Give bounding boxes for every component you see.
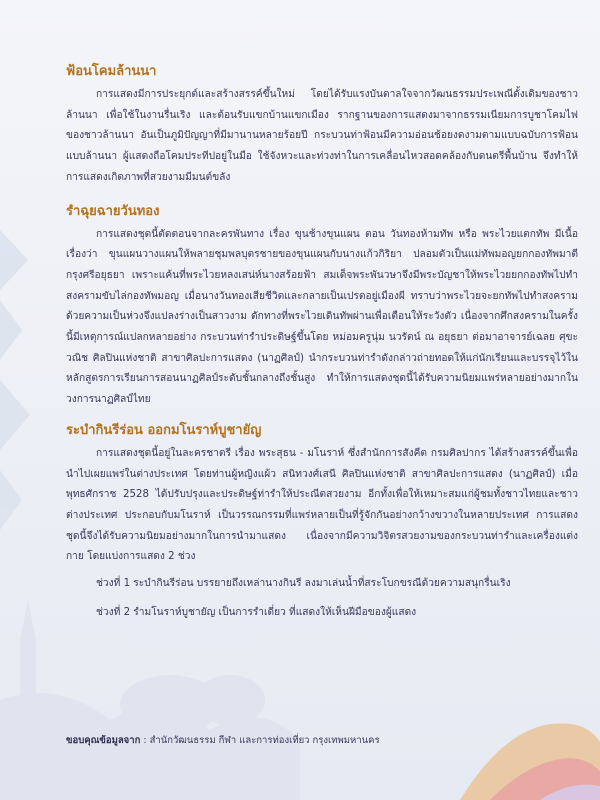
section-body-fon-khom: การแสดงมีการประยุกต์และสร้างสรรค์ขึ้นใหม่ โดยได้รับแรงบันดาลใจจากวัฒนธรรมประเพณีดั้งเดิมของชาวล้านนา เพื่อใช้ในงานรื่นเริง และต้อนรับแขกบ้านแขกเมือง รากฐานของการแสดงมาจากธรรมเนียมการบูชาโคมไฟของชาวล้านนา อันเป็นภูมิปัญญาที่มีมานานหลายร้อยปี กระบวนท่าฟ้อนมีความอ่อนช้อยงดงามตามแบบฉบับการฟ้อนแบบล้านนา ผู้แสดงถือโคมประทีปอยู่ในมือ ใช้จังหวะและท่วงท่าในการเคลื่อนไหวสอดคล้องกับดนตรีพื้นบ้าน จึงทำให้การแสดงเกิดภาพที่สวยงามมีมนต์ขลัง: [66, 89, 578, 183]
credit-source: : สำนักวัฒนธรรม กีฬา และการท่องเที่ยว กรุงเทพมหานคร: [140, 735, 380, 746]
credit-label: ขอบคุณข้อมูลจาก: [66, 735, 141, 746]
performance-part-1: ช่วงที่ 1 ระบำกินรีร่อน บรรยายถึงเหล่านางกินรี ลงมาเล่นน้ำที่สระโบกขรณีด้วยความสนุกรื่นเริง: [96, 578, 511, 590]
article: [66, 62, 578, 631]
section-heading-kinnaree: ระบำกินรีร่อน ออกมโนราห์บูชายัญ: [66, 422, 262, 438]
section-body-kinnaree: การแสดงชุดนี้อยู่ในละครชาตรี เรื่อง พระสุธน - มโนราห์ ซึ่งสำนักการสังคีต กรมศิลปากร ได้สร้างสรรค์ขึ้นเพื่อนำไปเผยแพร่ในต่างประเทศ โดยท่านผู้หญิงแผ้ว สนิทวงศ์เสนี ศิลปินแห่งชาติ สาขาศิลปะการแสดง (นาฏศิลป์) เมื่อพุทธศักราช 2528 ได้ปรับปรุงและประดิษฐ์ท่ารำให้ประณีตสวยงาม อีกทั้งเพื่อให้เหมาะสมแก่ผู้ชมทั้งชาวไทยและชาวต่างประเทศ ประกอบกับมโนราห์ เป็นวรรณกรรมที่แพร่หลายเป็นที่รู้จักกันอย่างกว้างขวางในหลายประเทศ การแสดงชุดนี้จึงได้รับความนิยมอย่างมากในการนำมาแสดง เนื่องจากมีความวิจิตรสวยงามของกระบวนท่ารำและเครื่องแต่งกาย โดยแบ่งการแสดง 2 ช่วง: [66, 447, 578, 563]
section-heading-fon-khom: ฟ้อนโคมล้านนา: [66, 64, 157, 79]
section-body-chui-chai: การแสดงชุดนี้ตัดตอนจากละครพันทาง เรื่อง ขุนช้างขุนแผน ตอน วันทองห้ามทัพ หรือ พระไวยแตกทัพ มีเนื้อเรื่องว่า ขุนแผนวางแผนให้พลายชุมพลบุตรชายของขุนแผนกับนางแก้วกิริยา ปลอมตัวเป็นแม่ทัพมอญยกกองทัพมาตีกรุงศรีอยุธยา เพราะแค้นที่พระไวยหลงเสน่ห์นางสร้อยฟ้า สมเด็จพระพันวษาจึงมีพระบัญชาให้พระไวยยกกองทัพไปทำสงครามขับไล่กองทัพมอญ เมื่อนางวันทองเสียชีวิตและกลายเป็นเปรตอยู่เมืองผี ทราบว่าพระไวยจะยกทัพไปทำสงคราม ด้วยความเป็นห่วงจึงแปลงร่างเป็นสาวงาม ดักทางที่พระไวยเดินทัพผ่านเพื่อเตือนให้ระวังตัว เนื่องจากศึกสงครามในครั้งนี้มีเหตุการณ์แปลกหลายอย่าง กระบวนท่ารำประดิษฐ์ขึ้นโดย หม่อมครูนุ่ม นวรัตน์ ณ อยุธยา ต่อมาอาจารย์เฉลย ศุขะวณิช ศิลปินแห่งชาติ สาขาศิลปะการแสดง (นาฏศิลป์) นำกระบวนท่ารำดังกล่าวถ่ายทอดให้แก่นักเรียนและบรรจุไว้ในหลักสูตรการเรียนการสอนนาฏศิลป์ระดับชั้นกลางถึงชั้นสูง ทำให้การแสดงชุดนี้ได้รับความนิยมแพร่หลายอย่างมากในวงการนาฏศิลป์ไทย: [66, 228, 578, 406]
performance-part-2: ช่วงที่ 2 รำมโนราห์บูชายัญ เป็นการรำเดี่ยว ที่แสดงให้เห็นฝีมือของผู้แสดง: [96, 606, 417, 618]
source-credit: [66, 733, 380, 749]
section-heading-chui-chai: รำฉุยฉายวันทอง: [66, 203, 160, 219]
